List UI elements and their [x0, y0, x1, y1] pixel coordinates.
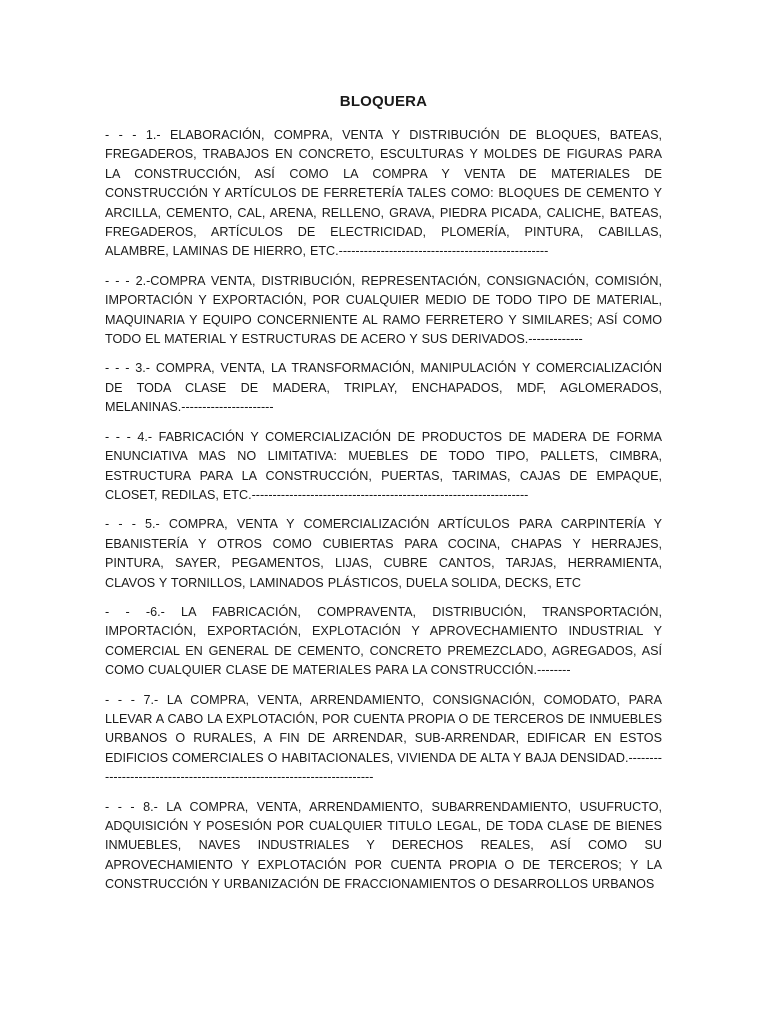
document-title: BLOQUERA — [339, 93, 428, 110]
paragraph-6: - - -6.- LA FABRICACIÓN, COMPRAVENTA, DISTRIBUCIÓN, TRANSPORTACIÓN, IMPORTACIÓN, EXPORTACIÓN, EXPLOTACIÓN Y APROVECHAMIENTO INDUSTRIAL Y COMERCIAL EN GENERAL DE CEMENTO, CONCRETO PREMEZCLADO, AGREGADOS, ASÍ COMO CUALQUIER CLASE DE MATERIALES PARA LA CONSTRUCCIÓN.-------- — [105, 604, 662, 678]
paragraph-5: - - - 5.- COMPRA, VENTA Y COMERCIALIZACIÓN ARTÍCULOS PARA CARPINTERÍA Y EBANISTERÍA Y OTROS COMO CUBIERTAS PARA COCINA, CHAPAS Y HERRAJES, PINTURA, SAYER, PEGAMENTOS, LIJAS, CUBRE CANTOS, TARJAS, HERRAMIENTA, CLAVOS Y TORNILLOS, LAMINADOS PLÁSTICOS, DUELA SOLIDA, DECKS, ETC — [105, 517, 662, 590]
paragraph-2: - - - 2.-COMPRA VENTA, DISTRIBUCIÓN, REPRESENTACIÓN, CONSIGNACIÓN, COMISIÓN, IMPORTACIÓN Y EXPORTACIÓN, POR CUALQUIER MEDIO DE TODO TIPO DE MATERIAL, MAQUINARIA Y EQUIPO CONCERNIENTE AL RAMO FERRETERO Y SIMILARES; ASÍ COMO TODO EL MATERIAL Y ESTRUCTURAS DE ACERO Y SUS DERIVADOS.------------- — [105, 273, 662, 347]
paragraph-4: - - - 4.- FABRICACIÓN Y COMERCIALIZACIÓN DE PRODUCTOS DE MADERA DE FORMA ENUNCIATIVA MAS NO LIMITATIVA: MUEBLES DE TODO TIPO, PALLETS, CIMBRA, ESTRUCTURA PARA LA CONSTRUCCIÓN, PUERTAS, TARIMAS, CAJAS DE EMPAQUE, CLOSET, REDILAS, ETC.------------------------------------------------------------------ — [105, 429, 662, 502]
paragraph-8: - - - 8.- LA COMPRA, VENTA, ARRENDAMIENTO, SUBARRENDAMIENTO, USUFRUCTO, ADQUISICIÓN Y POSESIÓN POR CUALQUIER TITULO LEGAL, DE TODA CLASE DE BIENES INMUEBLES, NAVES INDUSTRIALES Y DERECHOS REALES, ASÍ COMO SU APROVECHAMIENTO Y EXPLOTACIÓN POR CUENTA PROPIA O DE TERCEROS; Y LA CONSTRUCCIÓN Y URBANIZACIÓN DE FRACCIONAMIENTOS O DESARROLLOS URBANOS — [105, 799, 662, 892]
paragraph-3: - - - 3.- COMPRA, VENTA, LA TRANSFORMACIÓN, MANIPULACIÓN Y COMERCIALIZACIÓN DE TODA CLASE DE MADERA, TRIPLAY, ENCHAPADOS, MDF, AGLOMERADOS, MELANINAS.---------------------- — [105, 361, 662, 415]
paragraph-1: - - - 1.- ELABORACIÓN, COMPRA, VENTA Y DISTRIBUCIÓN DE BLOQUES, BATEAS, FREGADEROS, TRABAJOS EN CONCRETO, ESCULTURAS Y MOLDES DE FIGURAS PARA LA CONSTRUCCIÓN, ASÍ COMO LA COMPRA Y VENTA DE MATERIALES DE CONSTRUCCIÓN Y ARTÍCULOS DE FERRETERÍA TALES COMO: BLOQUES DE CEMENTO Y ARCILLA, CEMENTO, CAL, ARENA, RELLENO, GRAVA, PIEDRA PICADA, CALICHE, BATEAS, FREGADEROS, ARTÍCULOS DE ELECTRICIDAD, PLOMERÍA, PINTURA, CABILLAS, ALAMBRE, LAMINAS DE HIERRO, ETC.-------------------------------------------------- — [105, 128, 662, 259]
paragraph-7: - - - 7.- LA COMPRA, VENTA, ARRENDAMIENTO, CONSIGNACIÓN, COMODATO, PARA LLEVAR A CABO LA EXPLOTACIÓN, POR CUENTA PROPIA O DE TERCEROS DE INMUEBLES URBANOS O RURALES, A FIN DE ARRENDAR, SUB-ARRENDAR, EDIFICAR EN ESTOS EDIFICIOS COMERCIALES O HABITACIONALES, VIVIENDA DE ALTA Y BAJA DENSIDAD.------------------------------------------------------------------------ — [105, 692, 662, 785]
document-page — [105, 92, 662, 905]
